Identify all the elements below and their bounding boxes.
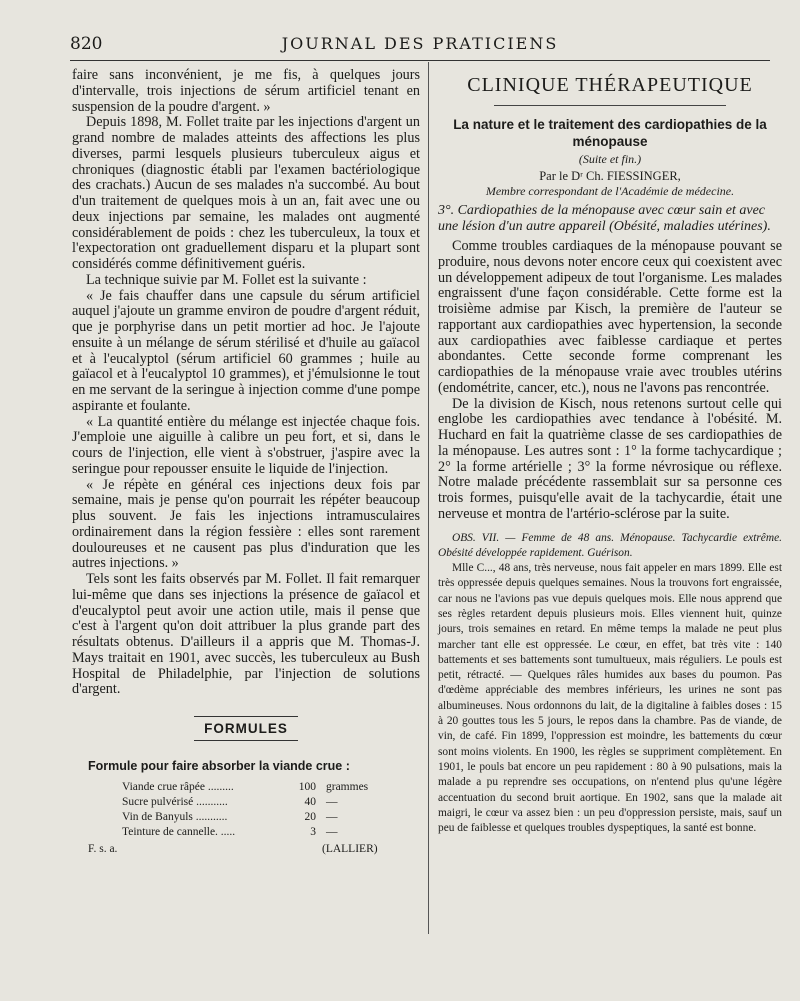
ingredient-qty: 3	[310, 826, 316, 838]
left-paragraph: La technique suivie par M. Follet est la suivante :	[86, 271, 367, 288]
formula-signature	[72, 843, 420, 859]
section-title: CLINIQUE THÉRAPEUTIQUE	[467, 74, 753, 96]
ingredient-name: Vin de Banyuls ...........	[122, 811, 228, 823]
ingredient-name: Viande crue râpée .........	[122, 781, 234, 793]
header-rule	[70, 60, 770, 61]
page-header	[70, 34, 770, 56]
column-divider	[428, 62, 429, 934]
article-subheading: 3°. Cardiopathies de la ménopause avec cœur sain et avec une lésion d'un autre appareil (Obésité, maladies utérines).	[438, 203, 771, 234]
right-paragraph: De la division de Kisch, nous retenons surtout celle qui englobe les cardiopathies avec tendance à l'obésité. M. Huchard en fait la quatrième classe de ses cardiopathies de la ménopause. Les autres sont : 1° la forme tachycardique ; 2° la forme artérielle ; 3° la forme névrosique ou réflexe. Notre malade précédente rassemblait sur sa personne ces trois formes, puisqu'elle avait de la tachycardie, était une nerveuse et montra de l'artério-sclérose par la suite.	[438, 395, 782, 522]
left-paragraph: « Je fais chauffer dans une capsule du sérum artificiel auquel j'ajoute un gramme environ de poudre d'argent réduit, que je porphyrise dans un petit mortier ad hoc. Je l'ajoute ensuite à un mélange de sérum stérilisé et d'huile au gaïacol et à l'eucalyptol (sérum artificiel 60 grammes ; huile au gaïacol et à l'eucalyptol 10 grammes), et j'émulsionne le tout en me servant de la seringue à injection comme d'une pompe aspirante et foulante.	[72, 287, 420, 414]
left-paragraph: faire sans inconvénient, je me fis, à quelques jours d'intervalle, trois injections de sérum artificiel tenant en suspension de la poudre d'argent. »	[72, 67, 420, 115]
ingredient-unit: —	[326, 811, 338, 823]
ingredient-qty: 100	[298, 781, 316, 793]
left-column	[72, 68, 420, 859]
formules-heading-text: FORMULES	[194, 716, 298, 741]
ingredient-name: Teinture de cannelle. .....	[122, 826, 236, 838]
ingredient-unit: —	[326, 826, 338, 838]
page-number: 820	[70, 34, 103, 54]
ingredient-qty: 20	[304, 811, 316, 823]
journal-title: JOURNAL DES PRATICIENS	[281, 34, 559, 53]
article-title: La nature et le traitement des cardiopathies de la ménopause	[453, 117, 767, 149]
ingredient-qty: 40	[304, 796, 316, 808]
article-suite: (Suite et fin.)	[578, 152, 642, 166]
observation-title: OBS. VII. — Femme de 48 ans. Ménopause. Tachycardie extrême. Obésité développée rapidement. Guérison.	[438, 531, 782, 559]
ingredient-row	[72, 826, 420, 841]
formula-title: Formule pour faire absorber la viande crue :	[88, 759, 350, 773]
ingredient-unit: —	[326, 796, 338, 808]
author-affiliation: Membre correspondant de l'Académie de médecine.	[485, 184, 735, 198]
ingredient-row	[72, 796, 420, 811]
formula-reference: (LALLIER)	[322, 843, 378, 855]
left-paragraph: Tels sont les faits observés par M. Follet. Il fait remarquer lui-même que dans ses injections la présence de gaïacol et d'eucalyptol peut avoir une action utile, mais il pense que c'est à l'argent qu'on doit attribuer la plus grande part des résultats obtenus. D'ailleurs il a appris que M. Thomas-J. Mays traitait en 1901, avec succès, les tuberculeux au Bush Hospital de Philadelphie, par l'injection de solutions d'argent.	[72, 571, 420, 698]
ingredient-row	[72, 781, 420, 796]
left-paragraph: Depuis 1898, M. Follet traite par les injections d'argent un grand nombre de malades atteints des affections les plus diverses, parmi lesquels plusieurs tuberculeux aigus et chroniques (diagnostic établi par l'examen bactériologique des crachats.) Aucun de ses malades n'a succombé. Au bout d'un traitement de quelques mois à un an, fait avec une ou deux injections par semaine, les malades ont augmenté considérablement de poids : chez les tuberculeux, la toux et l'expectoration ont graduellement disparu et la plupart sont considérés comme définitivement guéris.	[72, 114, 420, 272]
right-paragraph: Comme troubles cardiaques de la ménopause pouvant se produire, nous devons noter encore ceux qui coexistent avec un développement adipeux de tout l'organisme. Les malades engraissent d'une façon considérable. Cette forme est la troisième admise par Kisch, la première de l'auteur se rapportant aux cardiopathies avec hypertension, la seconde aux cardiopathies avec faiblesse cardiaque et pertes abondantes. Cette seconde forme comprenant les cardiopathies de la ménopause vraie avec troubles utérins (endométrite, cancer, etc.), nous ne l'avons pas rencontrée.	[438, 238, 782, 396]
article-author: Par le Dʳ Ch. FIESSINGER,	[539, 169, 681, 183]
ingredient-row	[72, 811, 420, 826]
ingredient-unit: grammes	[326, 781, 369, 793]
section-title-rule	[494, 105, 726, 106]
left-paragraph: « Je répète en général ces injections deux fois par semaine, mais je pense qu'on pourrait les répéter beaucoup plus souvent. Je fais les injections intramusculaires ordinairement dans la région fessière : elles sont rarement douloureuses et ne causent pas plus d'induration que les autres injections. »	[72, 476, 420, 572]
observation-text: Mlle C..., 48 ans, très nerveuse, nous fait appeler en mars 1899. Elle est très oppressée depuis quelques semaines. Nous la trouvons fort engraissée, car nous ne l'avions pas vue depuis quelques mois. Elle nous apprend que ses règles retardent depuis plusieurs mois. Elles viennent huit, quinze jours, trois semaines en retard. En même temps la malade ne peut plus marcher tant elle est oppressée. Le cœur, en effet, bat très vite : 140 battements et ses battements sont tumultueux, mais réguliers. Le pouls est petit, rétracté. — Quelques râles humides aux bases du poumon. Pas d'œdème appréciable des membres inférieurs, les urines ne sont pas albumineuses. Nous ordonnons du lait, de la digitaline à faibles doses : 15 à 20 gouttes tous les 5 jours, le repos dans la chambre. Pas de viande, de vin, de café. Fin 1899, l'oppression est moindre, les battements du cœur sont moins violents. En 1900, les règles se suppriment complètement. En 1901, le pouls bat encore un peu rapidement : 80 à 90 pulsations, mais la malade a pu reprendre ses occupations, on n'entend plus qu'une légère accentuation du second bruit aortique. En 1902, sans que la malade ait maigri, le cœur va assez bien : un peu d'oppression persiste, mais, sauf un peu de faiblesse et quelques troubles dyspeptiques, la santé est bonne.	[438, 562, 782, 835]
left-paragraph: « La quantité entière du mélange est injectée chaque fois. J'emploie une aiguille à calibre un peu fort, et si, dans le cours de l'injection, elle vient à s'obstruer, j'aspire avec la seringue pour repousser ensuite le liquide de l'injection.	[72, 413, 420, 477]
ingredient-name: Sucre pulvérisé ...........	[122, 796, 228, 808]
right-column	[438, 68, 782, 836]
fsa-note: F. s. a.	[88, 843, 118, 855]
formules-heading	[72, 716, 420, 741]
